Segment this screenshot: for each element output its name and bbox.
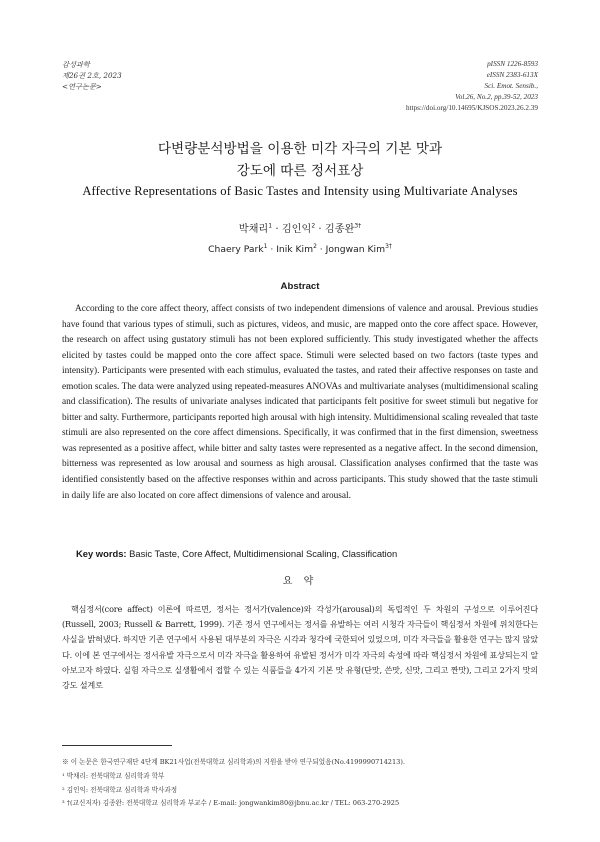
korean-summary-heading: 요 약 bbox=[282, 576, 318, 587]
funding-note: ※ 이 논문은 한국연구재단 4단계 BK21사업(전북대학교 심리학과)의 지원을 받아 연구되었음(No.4199990714213). bbox=[62, 758, 406, 766]
author-en-2-affil: 2 bbox=[313, 242, 317, 250]
author-separator: · bbox=[267, 244, 277, 255]
journal-name: 감성과학 bbox=[62, 60, 90, 69]
author-ko-1: 박채리 bbox=[238, 224, 269, 235]
author-en-3-affil: 3† bbox=[385, 242, 392, 250]
authors-english bbox=[0, 244, 600, 255]
korean-title bbox=[0, 138, 600, 182]
corresponding-author-note: ³ †(교신저자) 김종완: 전북대학교 심리학과 부교수 / E-mail: jongwankim80@jbnu.ac.kr / TEL: 063-270-2925 bbox=[62, 799, 400, 808]
author-ko-3: 김종완 bbox=[324, 224, 355, 235]
korean-summary-text: 핵심정서(core affect) 이론에 따르면, 정서는 정서가(valence)와 각성가(arousal)의 독립적인 두 차원의 구성으로 이루어진다(Russell, 2003; Russell & Barrett, 1999). 기존 정서 연구에서는 정서를 유발하는 여러 시청각 자극들이 핵심정서 차원에 위치한다는 사실을 밝혀냈다. 하지만 기존 연구에서 사용된 대부분의 자극은 시각과 청각에 국한되어 있었으며, 미각 자극들을 활용한 연구는 많지 않았다. 이에 본 연구에서는 정서유발 자극으로서 미각 자극을 활용하여 유발된 정서가 미각 자극의 속성에 따라 핵심정서 차원에 표상되는지 알아보고자 하였다. 실험 자극으로 실생활에서 접할 수 있는 식품들을 4가지 기본 맛 유형(단맛, 쓴맛, 신맛, 그리고 짠맛), 그리고 2가지 맛의 강도 설계로 bbox=[62, 604, 538, 691]
korean-title-line-1: 다변량분석방법을 이용한 미각 자극의 기본 맛과 bbox=[157, 141, 443, 157]
pissn: pISSN 1226-8593 bbox=[487, 60, 538, 68]
author-en-1-affil: 1 bbox=[263, 242, 268, 250]
keywords-text: Basic Taste, Core Affect, Multidimensional Scaling, Classification bbox=[129, 548, 398, 559]
authors-korean bbox=[0, 220, 600, 235]
affiliation-note-2: ² 김인익: 전북대학교 심리학과 박사과정 bbox=[62, 785, 178, 794]
author-separator: · bbox=[316, 244, 326, 255]
journal-header-right bbox=[406, 59, 538, 114]
author-ko-2-affil: 2 bbox=[311, 222, 316, 230]
footnote-divider bbox=[62, 745, 172, 746]
volume-pages: Vol.26, No.2, pp.39-52, 2023 bbox=[455, 93, 538, 101]
journal-header-left bbox=[62, 59, 122, 92]
abstract-text: According to the core affect theory, affect consists of two independent dimensions of valence and arousal. Previous studies have found that various types of stimuli, such as pictures, videos, and music, are mapped onto the core affect space. However, the research on affect using gustatory stimuli has not been explored sufficiently. This study investigated whether the affects elicited by tastes could be mapped onto the core affect space. Stimuli were selected based on two factors (taste types and intensity). Participants were presented with each stimulus, evaluated the tastes, and rated their affective responses on taste and emotion scales. The data were analyzed using repeated-measures ANOVAs and multivariate analyses (multidimensional scaling and classification). The results of univariate analyses indicated that participants felt positive for sweet stimuli but negative for bitter and salty. Furthermore, participants reported high arousal with high intensity. Multidimensional scaling revealed that taste stimuli are also represented on the core affect dimensions. Specifically, it was confirmed that in the first dimension, sweetness was represented as a positive affect, while bitter and salty tastes were represented as a negative affect. In the second dimension, bitterness was represented as low arousal and sourness as high arousal. Classification analyses confirmed that the taste was identified consistently based on the affective responses within and across participants. This study showed that the taste stimuli in daily life are also located on core affect dimensions of valence and arousal. bbox=[62, 304, 538, 501]
footnotes bbox=[62, 756, 405, 811]
doi-link[interactable]: https://doi.org/10.14695/KJSOS.2023.26.2.39 bbox=[405, 104, 538, 112]
eissn: eISSN 2383-613X bbox=[486, 71, 538, 79]
affiliation-note-1: ¹ 박채리: 전북대학교 심리학과 학부 bbox=[62, 771, 165, 780]
author-separator: · bbox=[272, 224, 282, 235]
journal-volume: 제26권 2호, 2023 bbox=[62, 71, 122, 80]
korean-title-line-2: 강도에 따른 정서표상 bbox=[236, 163, 364, 179]
keywords-label: Key words: bbox=[76, 548, 127, 559]
author-en-3: Jongwan Kim bbox=[325, 244, 386, 255]
keywords bbox=[76, 548, 397, 559]
journal-abbrev: Sci. Emot. Sensib., bbox=[484, 82, 538, 90]
author-en-2: Inik Kim bbox=[276, 244, 314, 255]
english-title: Affective Representations of Basic Tastes and Intensity using Multivariate Analyses bbox=[82, 184, 518, 198]
author-separator: · bbox=[315, 224, 325, 235]
abstract-heading: Abstract bbox=[280, 281, 320, 292]
author-ko-2: 김인익 bbox=[281, 224, 312, 235]
author-en-1: Chaery Park bbox=[208, 244, 264, 255]
author-ko-3-affil: 3† bbox=[354, 222, 362, 230]
author-ko-1-affil: 1 bbox=[268, 222, 273, 230]
article-type: <연구논문> bbox=[62, 82, 102, 91]
